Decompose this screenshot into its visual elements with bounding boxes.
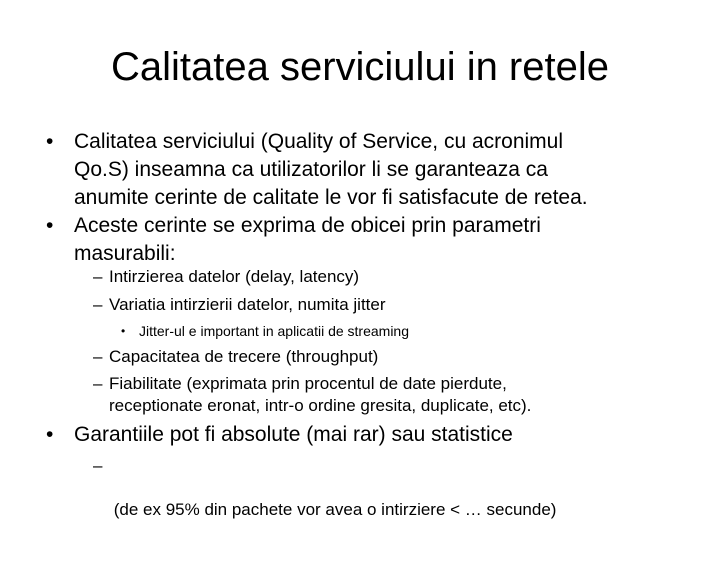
subbullet-marker: –	[93, 295, 103, 314]
subbullet-text	[109, 266, 359, 288]
bullet-line: Calitatea serviciului (Quality of Service, cu acronimul	[74, 130, 564, 153]
subbullet-marker: –	[93, 374, 103, 393]
bullet-marker: •	[46, 130, 54, 153]
bullet-marker: •	[46, 214, 54, 237]
subbullet-text	[109, 373, 531, 417]
subbullet-marker: –	[93, 456, 103, 475]
subbullet-text	[109, 346, 378, 368]
subsubbullet-marker: •	[121, 324, 126, 338]
subbullet-text	[109, 455, 556, 565]
bullet-text	[74, 212, 541, 268]
subbullet-marker: –	[93, 347, 103, 366]
subbullet-line: Fiabilitate (exprimata prin procentul de date pierdute,	[109, 374, 507, 393]
subbullet-line: Capacitatea de trecere (throughput)	[109, 347, 379, 366]
bullet-text	[74, 421, 513, 449]
subbullet-line: (de ex 95% din pachete vor avea o intirziere < … secunde)	[109, 500, 557, 519]
subbullet-line: Intirzierea datelor (delay, latency)	[109, 267, 360, 286]
slide-title: Calitatea serviciului in retele	[110, 45, 609, 89]
subbullet-line: receptionate eronat, intr-o ordine gresita, duplicate, etc).	[109, 396, 532, 415]
bullet-line: Garantiile pot fi absolute (mai rar) sau statistice	[74, 423, 513, 446]
bullet-line: Aceste cerinte se exprima de obicei prin parametri	[74, 214, 541, 237]
bullet-line: Qo.S) inseamna ca utilizatorilor li se garanteaza ca	[74, 158, 548, 181]
subbullet-text	[109, 294, 386, 316]
subbullet-marker: –	[93, 267, 103, 286]
subsubbullet-line: Jitter-ul e important in aplicatii de streaming	[139, 323, 410, 339]
bullet-marker: •	[46, 423, 54, 446]
bullet-line: masurabili:	[74, 242, 176, 265]
bullet-text	[74, 128, 588, 212]
bullet-line: anumite cerinte de calitate le vor fi satisfacute de retea.	[74, 186, 588, 209]
subbullet-line: Variatia intirzierii datelor, numita jitter	[109, 295, 386, 314]
subsubbullet-text	[139, 322, 409, 340]
